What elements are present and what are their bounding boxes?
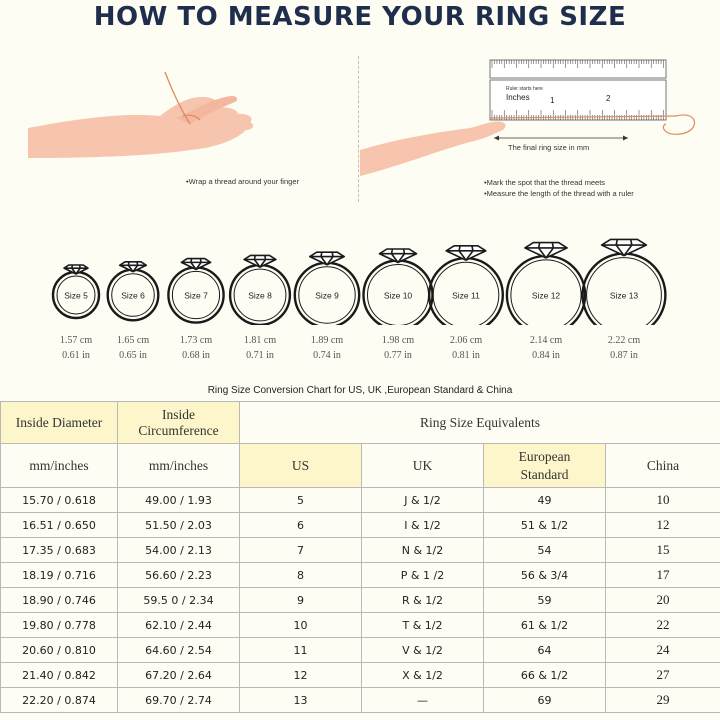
- ring-diameter-cm: 2.06 cm: [449, 335, 483, 346]
- conversion-chart-title: Ring Size Conversion Chart for US, UK ,European Standard & China: [207, 385, 513, 396]
- ring-9: [583, 239, 666, 325]
- header-inside-diameter: Inside Diameter: [1, 402, 118, 444]
- ring-diameter-in: 0.68 in: [182, 350, 210, 361]
- ring-size-label: Size 12: [531, 290, 561, 301]
- table-row: [1, 513, 720, 538]
- ring-size-label: Size 13: [609, 290, 639, 301]
- cell-circumference: 59.5 0 / 2.34: [118, 588, 240, 613]
- diamond-icon: [446, 246, 486, 260]
- table-row: [1, 638, 720, 663]
- right-caption-2: • Measure the length of the thread with a ruler: [484, 189, 634, 198]
- cell-diameter: 15.70 / 0.618: [1, 488, 118, 513]
- ring-1: [53, 265, 99, 325]
- ring-6: [364, 249, 433, 325]
- cell-european: 69: [484, 688, 606, 713]
- cell-circumference: 64.60 / 2.54: [118, 638, 240, 663]
- cell-us: 9: [240, 588, 362, 613]
- ring-diameter-cm: 1.81 cm: [243, 335, 277, 346]
- cell-uk: —: [362, 688, 484, 713]
- ring-diameter-in: 0.84 in: [532, 350, 560, 361]
- cell-circumference: 54.00 / 2.13: [118, 538, 240, 563]
- diamond-icon: [181, 259, 210, 270]
- cell-circumference: 62.10 / 2.44: [118, 613, 240, 638]
- header-china: China: [606, 444, 720, 488]
- cell-china: 10: [606, 488, 720, 513]
- cell-china: 17: [606, 563, 720, 588]
- cell-european: 59: [484, 588, 606, 613]
- cell-diameter: 19.80 / 0.778: [1, 613, 118, 638]
- cell-uk: P & 1 /2: [362, 563, 484, 588]
- ring-size-label: Size 5: [64, 290, 88, 301]
- cell-china: 12: [606, 513, 720, 538]
- ring-size-label: Size 10: [383, 290, 413, 301]
- ring-diameter-cm: 1.98 cm: [381, 335, 415, 346]
- ring-size-label: Size 7: [184, 290, 208, 301]
- cell-european: 49: [484, 488, 606, 513]
- ring-icons: [0, 225, 720, 325]
- header-us: US: [240, 444, 362, 488]
- diamond-icon: [310, 252, 344, 265]
- header-ring-size-equivalents: Ring Size Equivalents: [240, 402, 720, 444]
- diamond-icon: [380, 249, 417, 263]
- cell-us: 8: [240, 563, 362, 588]
- cell-diameter: 18.90 / 0.746: [1, 588, 118, 613]
- ring-diameter-in: 0.77 in: [384, 350, 412, 361]
- ring-sizes-row: [0, 225, 720, 365]
- diamond-icon: [244, 255, 276, 267]
- cell-diameter: 21.40 / 0.842: [1, 663, 118, 688]
- cell-european: 64: [484, 638, 606, 663]
- ring-diameter-cm: 2.14 cm: [529, 335, 563, 346]
- table-row: [1, 488, 720, 513]
- ring-diameter-cm: 1.89 cm: [310, 335, 344, 346]
- ring-diameter-in: 0.87 in: [610, 350, 638, 361]
- ruler-mark-1: 1: [550, 96, 555, 105]
- ring-diameter-cm: 1.65 cm: [116, 335, 150, 346]
- table-row: [1, 613, 720, 638]
- cell-diameter: 16.51 / 0.650: [1, 513, 118, 538]
- header-diameter-unit: mm/inches: [1, 444, 118, 488]
- cell-us: 10: [240, 613, 362, 638]
- ring-diameter-in: 0.71 in: [246, 350, 274, 361]
- ring-7: [429, 246, 503, 325]
- cell-circumference: 67.20 / 2.64: [118, 663, 240, 688]
- cell-diameter: 22.20 / 0.874: [1, 688, 118, 713]
- measure-illustration: [0, 50, 720, 210]
- cell-china: 29: [606, 688, 720, 713]
- cell-china: 22: [606, 613, 720, 638]
- ruler-start-label: Ruler starts here: [506, 86, 543, 92]
- cell-circumference: 69.70 / 2.74: [118, 688, 240, 713]
- cell-diameter: 20.60 / 0.810: [1, 638, 118, 663]
- cell-china: 15: [606, 538, 720, 563]
- ring-size-label: Size 9: [315, 290, 339, 301]
- cell-uk: R & 1/2: [362, 588, 484, 613]
- page-title: HOW TO MEASURE YOUR RING SIZE: [93, 2, 627, 32]
- diamond-icon: [602, 239, 647, 255]
- cell-china: 20: [606, 588, 720, 613]
- cell-uk: X & 1/2: [362, 663, 484, 688]
- table-row: [1, 538, 720, 563]
- header-circumference-unit: mm/inches: [118, 444, 240, 488]
- cell-european: 61 & 1/2: [484, 613, 606, 638]
- ring-size-label: Size 8: [248, 290, 272, 301]
- ring-size-conversion-table: [0, 401, 720, 713]
- ring-diameter-cm: 1.73 cm: [179, 335, 213, 346]
- cell-diameter: 18.19 / 0.716: [1, 563, 118, 588]
- ruler-mark-2: 2: [606, 94, 611, 103]
- final-size-label: The final ring size in mm: [508, 143, 590, 152]
- cell-us: 6: [240, 513, 362, 538]
- ring-diameter-in: 0.61 in: [62, 350, 90, 361]
- cell-circumference: 49.00 / 1.93: [118, 488, 240, 513]
- ruler-units-label: Inches: [506, 93, 530, 102]
- cell-us: 7: [240, 538, 362, 563]
- cell-circumference: 51.50 / 2.03: [118, 513, 240, 538]
- ring-5: [295, 252, 359, 325]
- cell-uk: T & 1/2: [362, 613, 484, 638]
- cell-us: 12: [240, 663, 362, 688]
- cell-us: 13: [240, 688, 362, 713]
- cell-european: 56 & 3/4: [484, 563, 606, 588]
- table-row: [1, 688, 720, 713]
- cell-china: 27: [606, 663, 720, 688]
- cell-uk: J & 1/2: [362, 488, 484, 513]
- header-inside-circumference: Inside Circumference: [118, 402, 240, 444]
- ring-diameter-in: 0.74 in: [313, 350, 341, 361]
- ring-diameter-cm: 2.22 cm: [607, 335, 641, 346]
- left-hand-illustration: [28, 72, 253, 158]
- ring-2: [108, 262, 159, 325]
- cell-uk: V & 1/2: [362, 638, 484, 663]
- ring-size-label: Size 6: [121, 290, 145, 301]
- ring-4: [230, 255, 290, 325]
- cell-us: 5: [240, 488, 362, 513]
- ring-diameter-cm: 1.57 cm: [59, 335, 93, 346]
- ring-diameter-in: 0.81 in: [452, 350, 480, 361]
- cell-european: 66 & 1/2: [484, 663, 606, 688]
- cell-european: 54: [484, 538, 606, 563]
- cell-european: 51 & 1/2: [484, 513, 606, 538]
- ring-size-label: Size 11: [452, 290, 480, 301]
- right-caption-1: • Mark the spot that the thread meets: [484, 178, 605, 187]
- diamond-icon: [525, 243, 567, 258]
- cell-uk: I & 1/2: [362, 513, 484, 538]
- header-european: European Standard: [484, 444, 606, 488]
- cell-us: 11: [240, 638, 362, 663]
- cell-china: 24: [606, 638, 720, 663]
- table-row: [1, 563, 720, 588]
- table-row: [1, 588, 720, 613]
- table-row: [1, 663, 720, 688]
- ring-8: [507, 243, 585, 325]
- ring-diameter-in: 0.65 in: [119, 350, 147, 361]
- cell-circumference: 56.60 / 2.23: [118, 563, 240, 588]
- left-caption: • Wrap a thread around your finger: [186, 177, 299, 186]
- cell-diameter: 17.35 / 0.683: [1, 538, 118, 563]
- right-hand-illustration: [360, 121, 505, 176]
- ring-3: [168, 259, 223, 325]
- header-uk: UK: [362, 444, 484, 488]
- cell-uk: N & 1/2: [362, 538, 484, 563]
